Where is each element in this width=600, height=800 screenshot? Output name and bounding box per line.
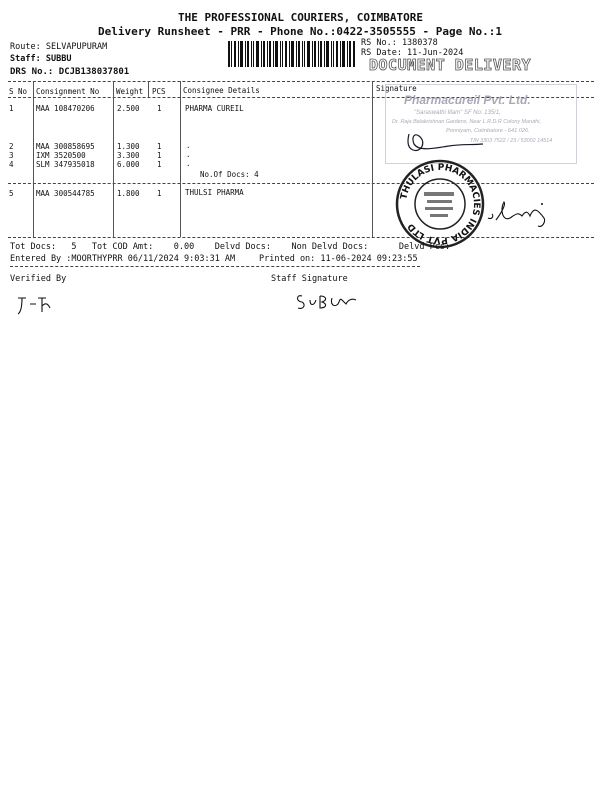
row-consignee: . [186,159,191,168]
staff-label: Staff: [10,54,41,64]
delivery-person-signature [486,198,550,230]
barcode [228,41,356,67]
col-divider [148,81,149,97]
row-consignment: SLM 347935018 [36,160,95,169]
company-stamp-line: Ponniyam, Coimbatore - 641 026. [446,128,530,134]
table-bottom-rule [8,237,594,238]
col-header-sno: S No [9,87,28,96]
row-weight: 1.300 [117,142,140,151]
drs-line [10,67,129,77]
row-sno: 3 [9,151,14,160]
row-pcs: 1 [157,189,162,198]
row-pcs: 1 [157,160,162,169]
row-pcs: 1 [157,104,162,113]
row-sno: 2 [9,142,14,151]
company-stamp-title: Pharmacureil Pvt. Ltd. [404,93,531,107]
row-consignment: MAA 300544785 [36,189,95,198]
row-consignee: . [186,141,191,150]
route-line [10,42,107,52]
staff-line [10,54,71,64]
row-sno: 4 [9,160,14,169]
verifier-signature [16,294,56,318]
staff-value: SUBBU [45,54,72,64]
rs-number: RS No.: 1380378 [361,38,438,48]
row-weight: 6.000 [117,160,140,169]
row-consignee: PHARMA CUREIL [185,104,244,113]
row-weight: 1.800 [117,189,140,198]
company-title: THE PROFESSIONAL COURIERS, COIMBATORE [178,11,424,24]
printed-on: Printed on: 11-06-2024 09:23:55 [259,254,418,264]
drs-value: DCJB138037801 [58,67,130,77]
totals-line: Tot Docs: 5 Tot COD Amt: 0.00 Delvd Docs: Non Delvd Docs: Delvd Pcs: [10,242,451,252]
route-label: Route: [10,42,41,52]
company-stamp-line: Dr. Raja Balakrishnan Gardens, Near L.R.D.R Colony Maruthi, [392,119,542,125]
table-top-rule [8,81,594,82]
col-header-signature: Signature [376,84,417,93]
staff-signature [294,290,358,314]
runsheet-title: Delivery Runsheet - PRR - Phone No.:0422-3505555 - Page No.:1 [98,25,502,38]
col-divider [372,81,373,237]
route-value: SELVAPUPURAM [45,42,108,52]
col-divider [180,81,181,237]
company-stamp-line: "Saraswathi Illam" SF No: 135/1, [414,110,501,116]
col-divider [33,81,34,237]
staff-signature-label: Staff Signature [271,274,348,284]
entered-by: Entered By :MOORTHYPRR 06/11/2024 9:03:31 AM [10,254,236,264]
col-header-weight: Weight [116,87,144,96]
col-header-consignee: Consignee Details [183,86,260,95]
row-pcs: 1 [157,151,162,160]
col-header-pcs: PCS [152,87,166,96]
row-sno: 5 [9,189,14,198]
docs-count-note: No.Of Docs: 4 [200,170,259,179]
row-sno: 1 [9,104,14,113]
col-header-consignment: Consignment No [36,87,100,96]
footer-rule [10,266,420,267]
row-consignment: MAA 300858695 [36,142,95,151]
row-group-rule [8,183,594,184]
drs-label: DRS No.: [10,67,54,77]
round-stamp [394,158,486,250]
row-weight: 2.500 [117,104,140,113]
row-consignment: MAA 108470206 [36,104,95,113]
col-divider [113,81,114,237]
row-pcs: 1 [157,142,162,151]
document-delivery-stamp: DOCUMENT DELIVERY [369,56,532,74]
rs-date: RS Date: 11-Jun-2024 [361,48,464,58]
company-stamp-line: TIN 3303 7522 / 23 / 53002 14514 [470,138,553,144]
row-consignee: THULSI PHARMA [185,188,244,197]
verified-by-label: Verified By [10,274,67,284]
round-stamp-text: THULASI PHARMACIES INDIA PVT LTD [399,162,482,246]
row-consignee: . [186,150,191,159]
row-consignment: IXM 3520500 [36,151,86,160]
receiver-signature [405,128,495,158]
row-weight: 3.300 [117,151,140,160]
